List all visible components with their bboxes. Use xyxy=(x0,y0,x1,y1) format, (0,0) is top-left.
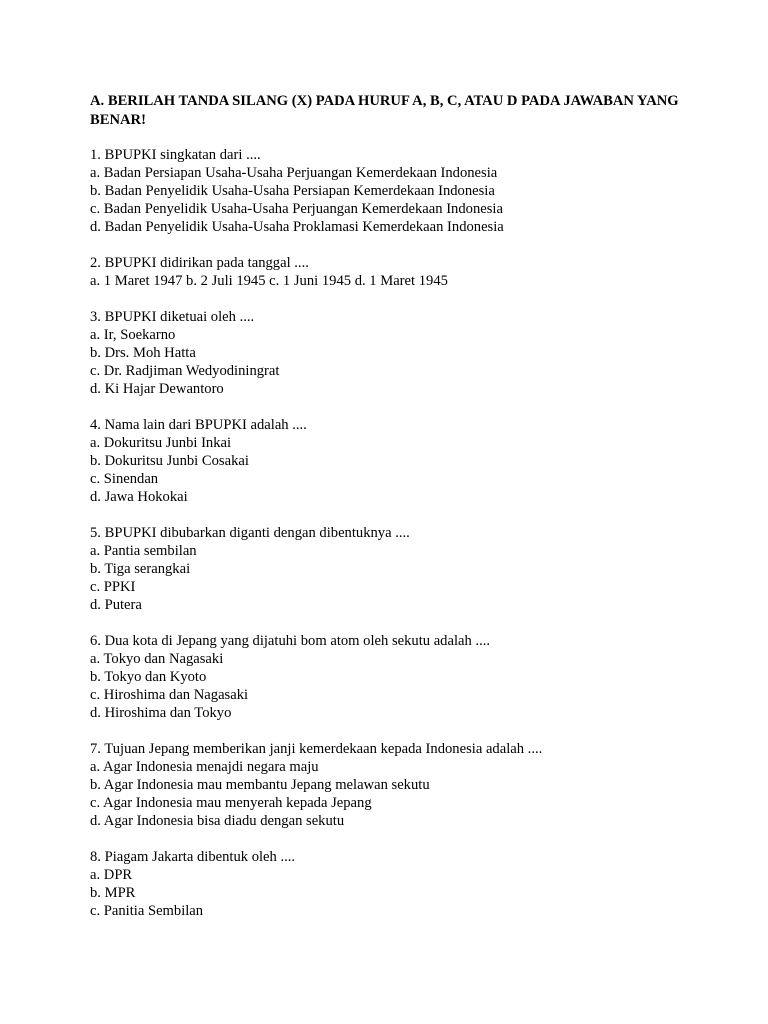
answer-option: d. Agar Indonesia bisa diadu dengan sekutu xyxy=(90,813,345,829)
answer-option: a. Pantia sembilan xyxy=(90,543,197,559)
answer-option: a. Badan Persiapan Usaha-Usaha Perjuangan Kemerdekaan Indonesia xyxy=(90,165,498,181)
answer-option: d. Ki Hajar Dewantoro xyxy=(90,381,224,397)
question-prompt: 2. BPUPKI didirikan pada tanggal .... xyxy=(90,255,309,271)
question-3 xyxy=(90,308,710,398)
question-2 xyxy=(90,254,710,290)
answer-option: a. Tokyo dan Nagasaki xyxy=(90,651,224,667)
answer-option: b. Badan Penyelidik Usaha-Usaha Persiapan Kemerdekaan Indonesia xyxy=(90,183,495,199)
answer-option: a. Dokuritsu Junbi Inkai xyxy=(90,435,232,451)
answer-option: b. Dokuritsu Junbi Cosakai xyxy=(90,453,249,469)
question-prompt: 1. BPUPKI singkatan dari .... xyxy=(90,147,261,163)
question-6 xyxy=(90,632,710,722)
answer-option: b. Agar Indonesia mau membantu Jepang melawan sekutu xyxy=(90,777,430,793)
answer-option: d. Putera xyxy=(90,597,142,613)
question-7 xyxy=(90,740,710,830)
question-8 xyxy=(90,848,710,920)
answer-option: d. Badan Penyelidik Usaha-Usaha Proklamasi Kemerdekaan Indonesia xyxy=(90,219,504,235)
question-1 xyxy=(90,146,710,236)
answer-option: c. PPKI xyxy=(90,579,136,595)
question-prompt: 8. Piagam Jakarta dibentuk oleh .... xyxy=(90,849,296,865)
question-prompt: 4. Nama lain dari BPUPKI adalah .... xyxy=(90,417,307,433)
question-prompt: 6. Dua kota di Jepang yang dijatuhi bom atom oleh sekutu adalah .... xyxy=(90,633,491,649)
answer-option: a. Ir, Soekarno xyxy=(90,327,176,343)
answer-option: c. Hiroshima dan Nagasaki xyxy=(90,687,249,703)
answer-option: a. DPR xyxy=(90,867,133,883)
answer-option: b. Tokyo dan Kyoto xyxy=(90,669,207,685)
question-prompt: 5. BPUPKI dibubarkan diganti dengan dibentuknya .... xyxy=(90,525,410,541)
question-5 xyxy=(90,524,710,614)
answer-option: b. Drs. Moh Hatta xyxy=(90,345,196,361)
answer-option: a. Agar Indonesia menajdi negara maju xyxy=(90,759,319,775)
section-heading: A. BERILAH TANDA SILANG (X) PADA HURUF A, B, C, ATAU D PADA JAWABAN YANG BENAR! xyxy=(90,93,679,128)
answer-option: c. Badan Penyelidik Usaha-Usaha Perjuangan Kemerdekaan Indonesia xyxy=(90,201,503,217)
question-list xyxy=(90,146,710,920)
question-prompt: 3. BPUPKI diketuai oleh .... xyxy=(90,309,255,325)
answer-option: c. Dr. Radjiman Wedyodiningrat xyxy=(90,363,280,379)
question-prompt: 7. Tujuan Jepang memberikan janji kemerdekaan kepada Indonesia adalah .... xyxy=(90,741,543,757)
answer-option: c. Sinendan xyxy=(90,471,159,487)
answer-option: d. Jawa Hokokai xyxy=(90,489,188,505)
answer-option: c. Panitia Sembilan xyxy=(90,903,204,919)
document-page xyxy=(90,92,710,938)
answer-option: c. Agar Indonesia mau menyerah kepada Jepang xyxy=(90,795,372,811)
answer-option: b. Tiga serangkai xyxy=(90,561,191,577)
answer-option: d. Hiroshima dan Tokyo xyxy=(90,705,232,721)
question-4 xyxy=(90,416,710,506)
answer-option: a. 1 Maret 1947 b. 2 Juli 1945 c. 1 Juni 1945 d. 1 Maret 1945 xyxy=(90,273,448,289)
answer-option: b. MPR xyxy=(90,885,136,901)
